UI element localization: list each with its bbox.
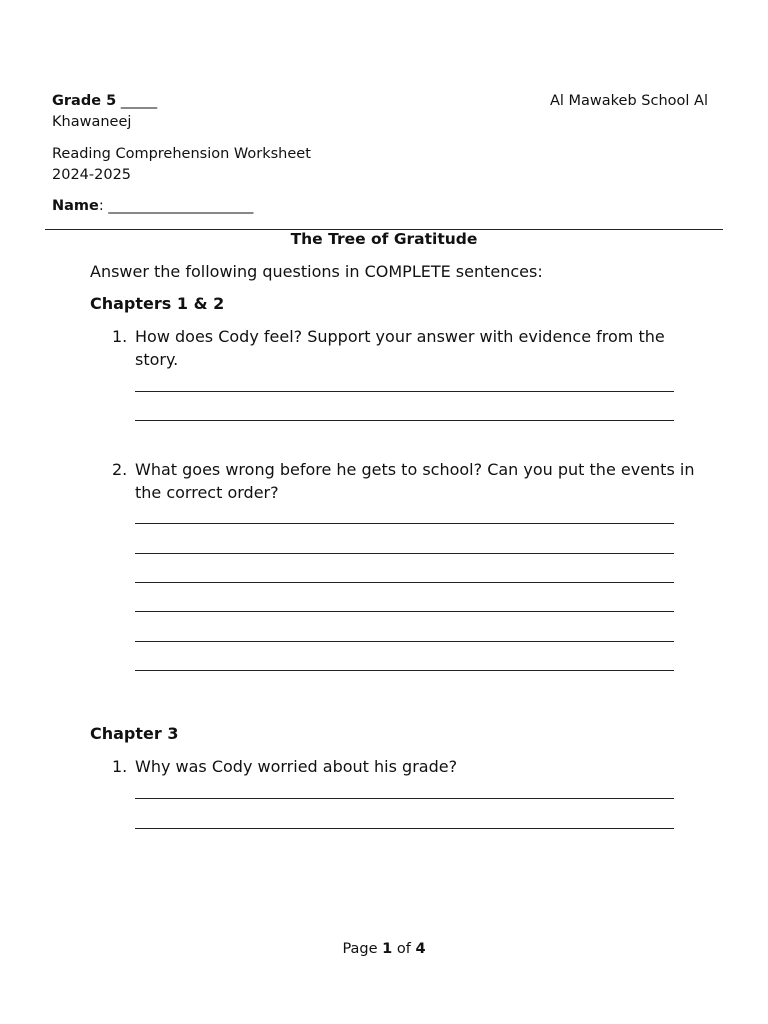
section-heading: Chapters 1 & 2	[90, 294, 225, 313]
page-current: 1	[382, 941, 393, 957]
answer-line[interactable]	[135, 582, 674, 583]
question-text: How does Cody feel? Support your answer with evidence from the story.	[135, 327, 665, 369]
answer-line[interactable]	[135, 420, 674, 421]
page-of: of	[396, 941, 411, 957]
grade-blank: _____	[120, 93, 158, 109]
worksheet-title: The Tree of Gratitude	[290, 230, 478, 248]
instructions: Answer the following questions in COMPLETE sentences:	[90, 262, 543, 281]
question-number: 1.	[112, 757, 128, 776]
answer-line[interactable]	[135, 798, 674, 799]
answer-line[interactable]	[135, 611, 674, 612]
name-label: Name	[52, 198, 99, 214]
worksheet-type: Reading Comprehension Worksheet	[52, 146, 311, 162]
name-colon: :	[98, 198, 104, 214]
page-total: 4	[415, 941, 426, 957]
answer-line[interactable]	[135, 523, 674, 524]
header-left	[52, 91, 157, 133]
campus-name: Khawaneej	[52, 114, 132, 130]
name-blank: ____________________	[108, 198, 254, 214]
section-heading: Chapter 3	[90, 724, 179, 743]
answer-line[interactable]	[135, 670, 674, 671]
answer-line[interactable]	[135, 391, 674, 392]
question-number: 1.	[112, 327, 128, 346]
grade-label: Grade 5	[52, 93, 117, 109]
answer-line[interactable]	[135, 553, 674, 554]
answer-line[interactable]	[135, 828, 674, 829]
school-name: Al Mawakeb School Al	[549, 93, 708, 109]
question-number: 2.	[112, 460, 128, 479]
question-text: Why was Cody worried about his grade?	[135, 757, 458, 776]
question-text: What goes wrong before he gets to school? Can you put the events in the correct order?	[135, 460, 695, 502]
page-prefix: Page	[342, 941, 378, 957]
name-field	[52, 196, 253, 217]
page-footer	[0, 939, 768, 960]
worksheet-info	[52, 144, 311, 186]
grade-line	[52, 91, 157, 112]
answer-line[interactable]	[135, 641, 674, 642]
school-year: 2024-2025	[52, 167, 132, 183]
